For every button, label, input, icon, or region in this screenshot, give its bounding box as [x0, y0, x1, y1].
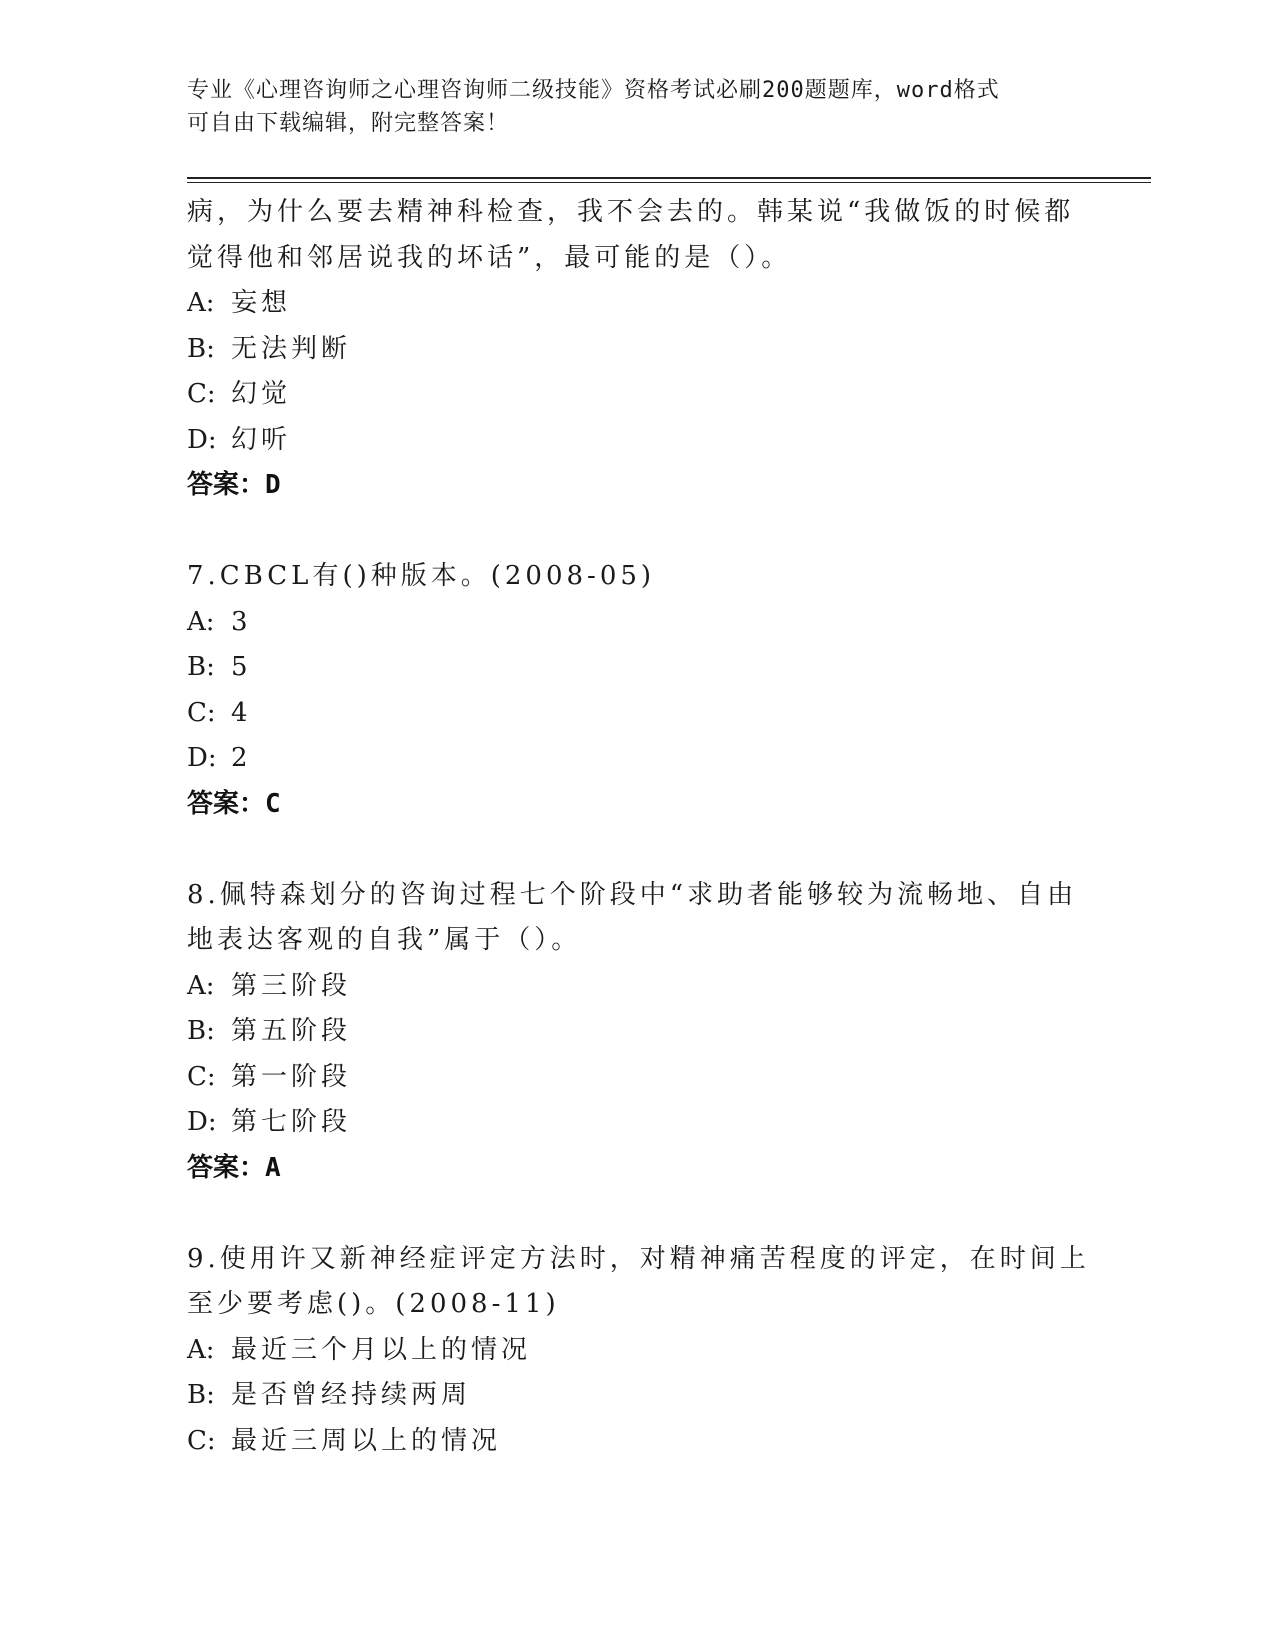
option-letter: A: — [187, 606, 215, 637]
option-d — [187, 418, 1087, 464]
question-stem-line: 地表达客观的自我”属于（）。 — [187, 925, 582, 955]
question-list — [187, 190, 1090, 1464]
option-letter: C: — [187, 379, 216, 409]
option-a — [187, 281, 1087, 327]
question-7 — [187, 554, 1087, 827]
header-line-2: 可自由下载编辑，附完整答案！ — [187, 111, 510, 136]
option-text: 2 — [231, 743, 252, 773]
spacer — [187, 509, 1087, 555]
question-stem-line: 7.CBCL有()种版本。(2008-05) — [187, 561, 656, 591]
option-text: 最近三个月以上的情况 — [231, 1334, 532, 1365]
option-letter: B: — [187, 652, 215, 682]
option-b — [187, 1009, 1087, 1055]
option-c — [187, 1055, 1087, 1101]
question-stem-line: 至少要考虑()。(2008-11) — [187, 1289, 560, 1319]
option-c — [187, 372, 1087, 418]
option-letter: D: — [187, 1107, 217, 1137]
option-d — [187, 1100, 1087, 1146]
option-text: 第五阶段 — [231, 1016, 352, 1046]
option-text: 是否曾经持续两周 — [231, 1380, 472, 1410]
question-stem-line: 觉得他和邻居说我的坏话”，最可能的是（）。 — [187, 242, 792, 273]
document-header — [187, 74, 1087, 140]
option-text: 幻听 — [231, 424, 292, 455]
question-stem-line: 病，为什么要去精神科检查，我不会去的。韩某说“我做饭的时候都 — [187, 197, 1075, 227]
header-divider-thick — [187, 177, 1151, 179]
answer-value: C — [265, 788, 281, 819]
option-letter: C: — [187, 1425, 216, 1456]
question-8 — [187, 873, 1087, 1192]
option-text: 第一阶段 — [231, 1061, 352, 1092]
option-a — [187, 964, 1087, 1010]
option-d — [187, 736, 1087, 782]
option-text: 幻觉 — [231, 379, 292, 409]
option-text: 3 — [231, 606, 252, 637]
option-text: 最近三周以上的情况 — [231, 1425, 502, 1456]
option-letter: D: — [187, 424, 217, 455]
option-letter: B: — [187, 1016, 215, 1046]
option-text: 5 — [231, 652, 252, 682]
option-text: 4 — [231, 697, 252, 728]
option-text: 第三阶段 — [231, 970, 352, 1001]
option-letter: B: — [187, 333, 215, 364]
answer-value: A — [265, 1152, 281, 1183]
question-6-continued — [187, 190, 1087, 509]
question-stem-line: 9.使用许又新神经症评定方法时，对精神痛苦程度的评定，在时间上 — [187, 1243, 1090, 1274]
spacer — [187, 827, 1087, 873]
option-letter: B: — [187, 1380, 215, 1410]
question-stem-line: 8.佩特森划分的咨询过程七个阶段中“求助者能够较为流畅地、自由 — [187, 879, 1078, 910]
option-text: 妄想 — [231, 288, 292, 318]
option-letter: D: — [187, 743, 217, 773]
option-letter: C: — [187, 1061, 216, 1092]
option-a — [187, 600, 1087, 646]
spacer — [187, 1191, 1087, 1237]
header-line-1: 专业《心理咨询师之心理咨询师二级技能》资格考试必刷200题题库，word格式 — [187, 78, 1000, 103]
option-c — [187, 691, 1087, 737]
option-b — [187, 327, 1087, 373]
header-divider-thin — [187, 182, 1151, 183]
option-c — [187, 1419, 1087, 1465]
answer-label: 答案： — [187, 470, 266, 500]
answer-line — [187, 782, 1087, 828]
answer-value: D — [265, 470, 281, 500]
answer-label: 答案： — [187, 1152, 266, 1183]
answer-line — [187, 463, 1087, 509]
question-9 — [187, 1237, 1090, 1465]
option-text: 无法判断 — [231, 333, 352, 364]
option-b — [187, 645, 1087, 691]
option-letter: A: — [187, 970, 215, 1001]
option-b — [187, 1373, 1087, 1419]
option-letter: C: — [187, 697, 216, 728]
option-text: 第七阶段 — [231, 1107, 352, 1137]
answer-label: 答案： — [187, 788, 266, 819]
answer-line — [187, 1146, 1087, 1192]
option-a — [187, 1328, 1087, 1374]
option-letter: A: — [187, 1334, 215, 1365]
option-letter: A: — [187, 288, 215, 318]
